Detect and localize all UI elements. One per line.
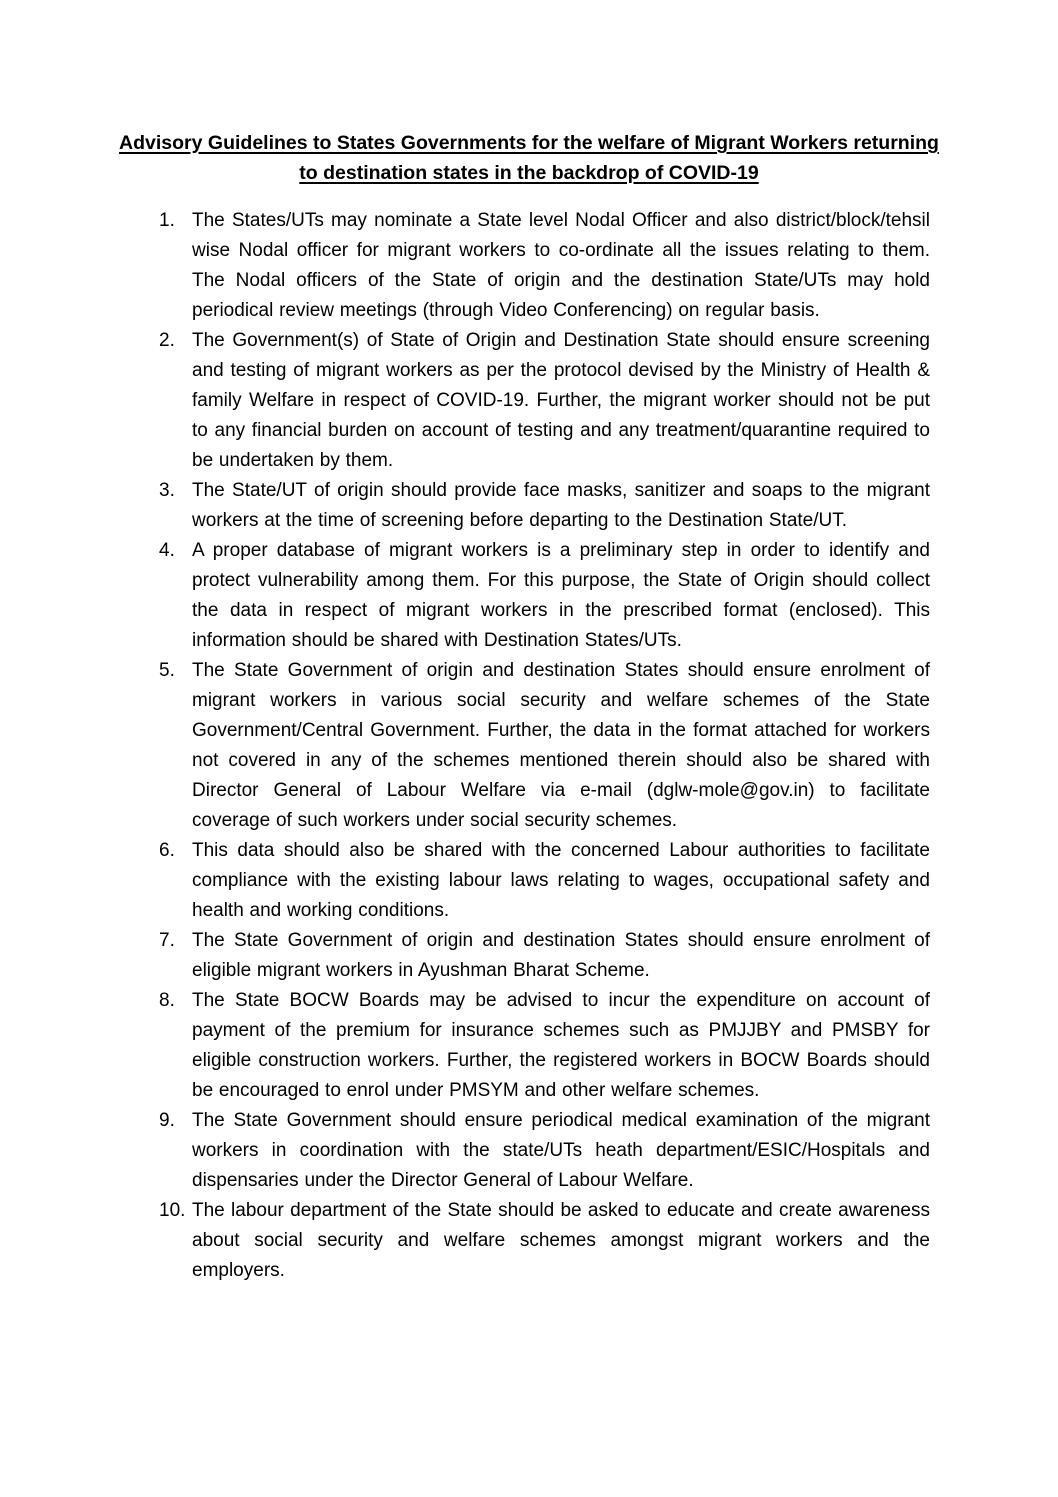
guideline-item-2 [159, 326, 930, 476]
title-line-1: Advisory Guidelines to States Governments for the welfare of Migrant Workers returning [119, 132, 939, 154]
item-text: This data should also be shared with the concerned Labour authorities to facilitate compliance with the existing labour laws relating to wages, occupational safety and health and working conditions. [192, 840, 930, 921]
item-number: 1. [159, 210, 175, 231]
item-number: 7. [159, 930, 175, 951]
guideline-item-5 [159, 656, 930, 836]
item-text: The State Government of origin and destination States should ensure enrolment of eligible migrant workers in Ayushman Bharat Scheme. [192, 930, 930, 981]
title-line-2: to destination states in the backdrop of COVID-19 [299, 162, 759, 184]
item-number: 6. [159, 840, 175, 861]
guideline-item-1 [159, 206, 930, 326]
item-text: The States/UTs may nominate a State level Nodal Officer and also district/block/tehsil wise Nodal officer for migrant workers to co-ordinate all the issues relating to them. The Nodal officers of the State of origin and the destination State/UTs may hold periodical review meetings (through Video Conferencing) on regular basis. [192, 210, 930, 321]
item-text: A proper database of migrant workers is a preliminary step in order to identify and protect vulnerability among them. For this purpose, the State of Origin should collect the data in respect of migrant workers in the prescribed format (enclosed). This information should be shared with Destination States/UTs. [192, 540, 930, 651]
item-number: 8. [159, 990, 175, 1011]
guideline-item-8 [159, 986, 930, 1106]
item-number: 5. [159, 660, 175, 681]
guidelines-list [0, 206, 1058, 1286]
item-text: The Government(s) of State of Origin and Destination State should ensure screening and testing of migrant workers as per the protocol devised by the Ministry of Health & family Welfare in respect of COVID-19. Further, the migrant worker should not be put to any financial burden on account of testing and any treatment/quarantine required to be undertaken by them. [192, 330, 930, 471]
guideline-item-6 [159, 836, 930, 926]
item-number: 2. [159, 330, 175, 351]
item-text: The State Government of origin and destination States should ensure enrolment of migrant workers in various social security and welfare schemes of the State Government/Central Government. Further, the data in the format attached for workers not covered in any of the schemes mentioned therein should also be shared with Director General of Labour Welfare via e-mail (dglw-mole@gov.in) to facilitate coverage of such workers under social security schemes. [192, 660, 930, 831]
item-text: The labour department of the State should be asked to educate and create awareness about social security and welfare schemes amongst migrant workers and the employers. [192, 1200, 930, 1281]
item-number: 9. [159, 1110, 175, 1131]
guideline-item-4 [159, 536, 930, 656]
guideline-item-7 [159, 926, 930, 986]
item-text: The State Government should ensure periodical medical examination of the migrant workers in coordination with the state/UTs heath department/ESIC/Hospitals and dispensaries under the Director General of Labour Welfare. [192, 1110, 930, 1191]
document-title [66, 128, 992, 188]
item-number: 10. [159, 1200, 186, 1221]
item-text: The State/UT of origin should provide face masks, sanitizer and soaps to the migrant workers at the time of screening before departing to the Destination State/UT. [192, 480, 930, 531]
item-text: The State BOCW Boards may be advised to incur the expenditure on account of payment of the premium for insurance schemes such as PMJJBY and PMSBY for eligible construction workers. Further, the registered workers in BOCW Boards should be encouraged to enrol under PMSYM and other welfare schemes. [192, 990, 930, 1101]
item-number: 4. [159, 540, 175, 561]
guideline-item-3 [159, 476, 930, 536]
guideline-item-9 [159, 1106, 930, 1196]
item-number: 3. [159, 480, 175, 501]
guideline-item-10 [159, 1196, 930, 1286]
